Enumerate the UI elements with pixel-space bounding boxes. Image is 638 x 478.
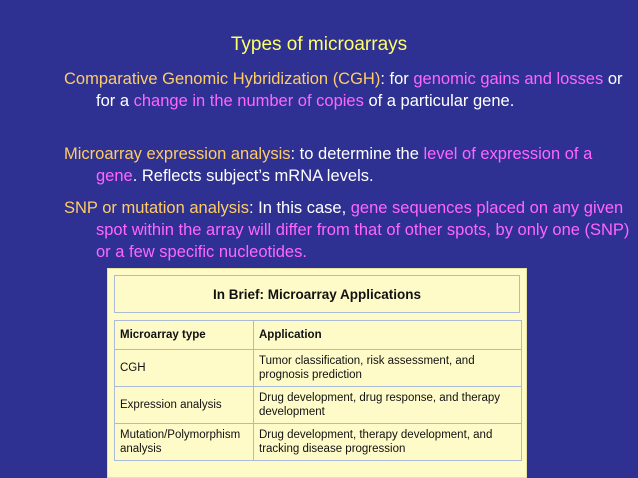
table-heading: In Brief: Microarray Applications (114, 275, 520, 313)
text-run: Comparative Genomic Hybridization (CGH) (64, 70, 381, 88)
text-run: gene sequences placed on any given spot within the array will differ from that of other spots, by only one (SNP) or a few specific nucleotides. (96, 199, 630, 261)
cell-application: Tumor classification, risk assessment, and prognosis prediction (254, 350, 522, 387)
paragraph-expression (64, 143, 636, 187)
text-run: : to determine the (290, 145, 424, 163)
text-run: Microarray expression analysis (64, 145, 291, 163)
text-run: for (389, 70, 414, 88)
text-run: of a particular gene. (363, 92, 515, 110)
text-run: genomic gains and losses (413, 70, 604, 88)
text-run: SNP or mutation analysis (64, 199, 249, 217)
cell-type: Mutation/Polymorphism analysis (115, 424, 254, 461)
text-run: change in the number of copies (133, 92, 364, 110)
column-header-application: Application (254, 321, 522, 350)
cell-type: Expression analysis (115, 387, 254, 424)
paragraph-cgh (64, 68, 636, 112)
table-row (115, 387, 522, 424)
paragraph-snp (64, 197, 636, 263)
applications-table (114, 320, 522, 461)
column-header-type: Microarray type (115, 321, 254, 350)
text-run: : (380, 70, 390, 88)
text-run: : In this case, (248, 199, 351, 217)
text-run: level of expression of a gene (96, 145, 593, 185)
cell-type: CGH (115, 350, 254, 387)
text-run: or for a (96, 70, 623, 110)
table-row (115, 350, 522, 387)
cell-application: Drug development, therapy development, and tracking disease progression (254, 424, 522, 461)
table-row (115, 424, 522, 461)
applications-table-figure (107, 268, 527, 478)
slide-title: Types of microarrays (230, 34, 408, 55)
cell-application: Drug development, drug response, and therapy development (254, 387, 522, 424)
text-run: . Reflects subject’s mRNA levels. (132, 167, 374, 185)
